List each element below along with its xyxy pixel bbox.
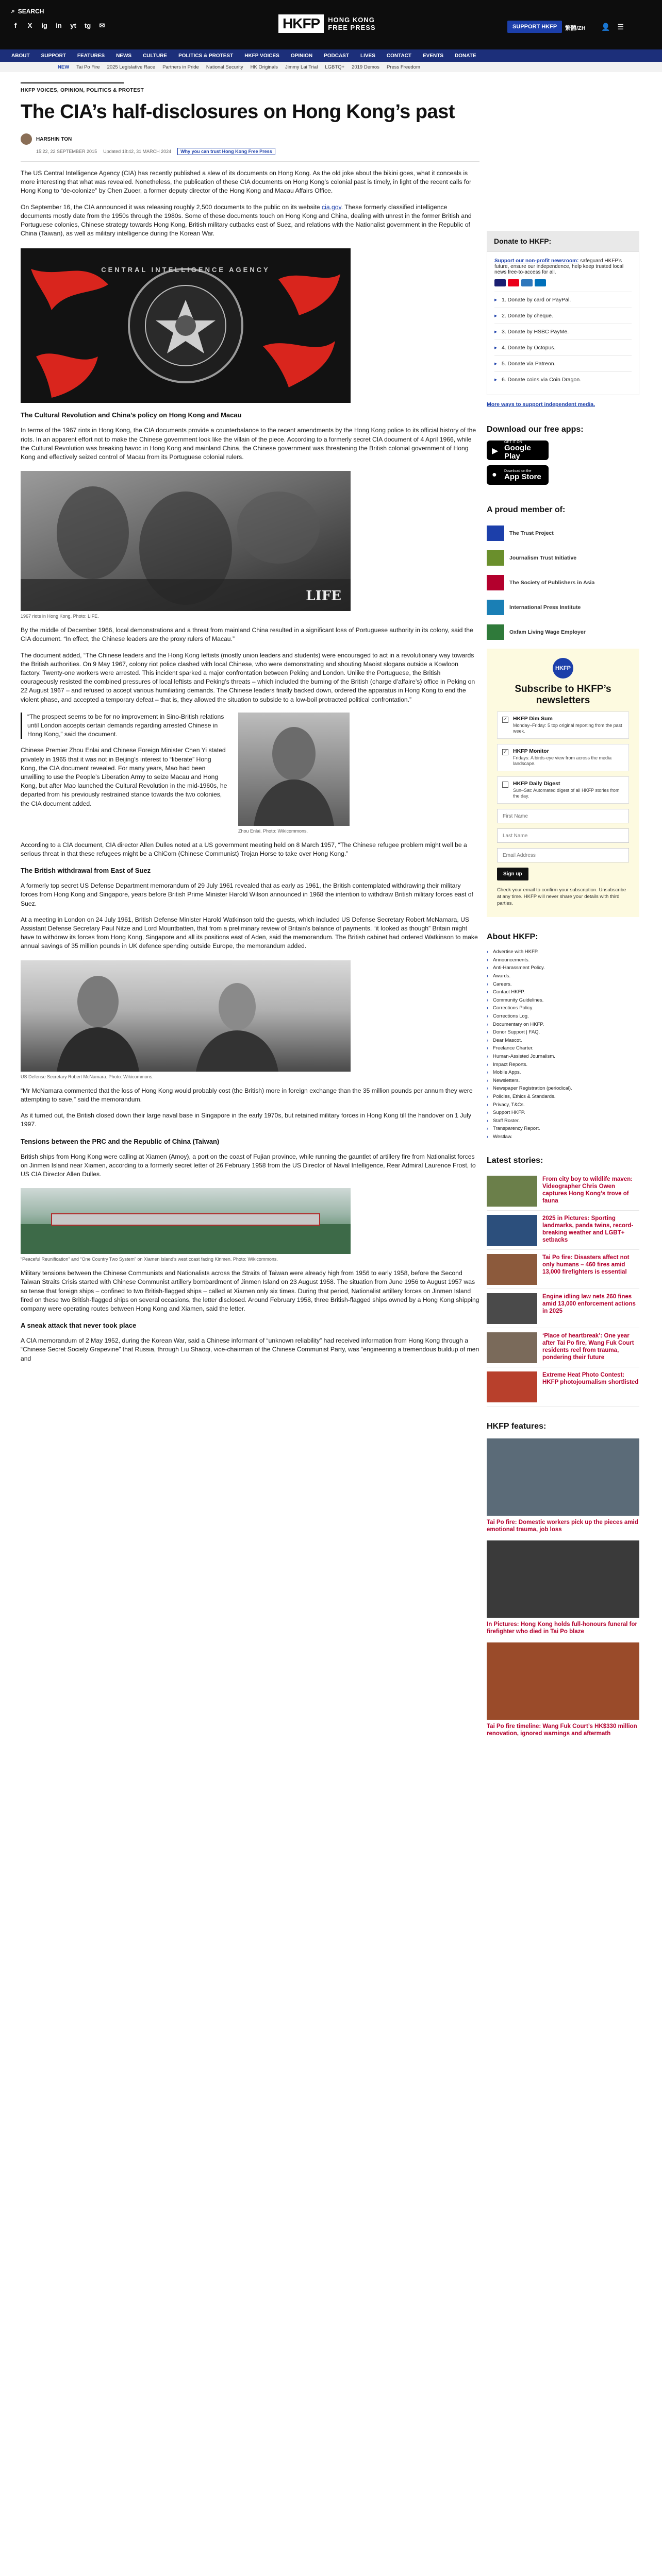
about-link[interactable]: › Dear Mascot. [487, 1037, 639, 1045]
category-rule [21, 82, 124, 83]
trending-link[interactable]: Jimmy Lai Trial [285, 64, 318, 70]
paragraph [21, 203, 479, 239]
article-meta [21, 148, 479, 155]
pull-quote: “The prospect seems to be for no improvement in Sino-British relations until London accepts certain demands regarding arrested Chinese in Hong Kong,” said the document. [21, 713, 229, 739]
newsletter-checkbox[interactable]: ✓ [503, 749, 508, 755]
newsletter-note: Check your email to confirm your subscription. Unsubscribe at any time. HKFP will never share your details with third parties. [497, 887, 626, 906]
donate-options [494, 292, 632, 387]
logo-wordmark [328, 16, 375, 31]
about-link[interactable]: › Community Guidelines. [487, 996, 639, 1005]
member-name: Oxfam Living Wage Employer [509, 629, 586, 635]
member-mark-icon [487, 550, 504, 566]
article [21, 82, 479, 1363]
donate-option-link[interactable]: ▸ 2. Donate by cheque. [494, 308, 632, 324]
author-name[interactable]: HARSHIN TON [36, 136, 72, 142]
story-thumbnail[interactable] [487, 1293, 537, 1324]
newsletter-logo: HKFP [553, 658, 573, 679]
mail-icon[interactable]: ✉ [99, 22, 105, 29]
about-link[interactable]: › Support HKFP. [487, 1109, 639, 1117]
riot-photo [21, 471, 351, 611]
language-switch[interactable]: 繁體/ZH [565, 25, 586, 31]
about-link[interactable]: › Donor Support | FAQ. [487, 1028, 639, 1037]
instagram-icon[interactable]: ig [41, 22, 47, 29]
member-logo[interactable] [487, 546, 639, 570]
story-thumbnail[interactable] [487, 1371, 537, 1402]
nav-item[interactable]: CONTACT [386, 53, 412, 59]
nav-item[interactable]: SUPPORT [41, 53, 66, 59]
x-icon[interactable]: X [27, 22, 32, 29]
site-header [0, 0, 662, 49]
member-name: Journalism Trust Initiative [509, 555, 577, 561]
facebook-icon[interactable]: f [14, 22, 17, 29]
menu-icon[interactable]: ☰ [617, 23, 624, 31]
about-link[interactable]: › Documentary on HKFP. [487, 1020, 639, 1028]
apple-small-text: Download on the [504, 469, 532, 473]
cia-seal-image [21, 248, 351, 403]
google-big-text: Google Play [504, 443, 531, 461]
story-title[interactable]: Engine idling law nets 260 fines amid 13,000 enforcement actions in 2025 [542, 1294, 636, 1315]
sidebar [487, 231, 639, 1737]
last-name-input[interactable] [497, 828, 629, 843]
section-heading: The Cultural Revolution and China’s policy on Hong Kong and Macau [21, 411, 242, 419]
newsletter-title: Subscribe to HKFP’s newsletters [515, 684, 611, 706]
trending-link[interactable]: National Security [206, 64, 243, 70]
about-link[interactable]: › Newsletters. [487, 1077, 639, 1085]
trending-link[interactable]: 2019 Demos [352, 64, 379, 70]
story-thumbnail[interactable] [487, 1332, 537, 1363]
members-section [487, 505, 639, 645]
newsletter-checkbox[interactable]: ✓ [503, 717, 508, 722]
donate-intro-link[interactable]: Support our non-profit newsroom: [494, 258, 579, 264]
member-mark-icon [487, 575, 504, 590]
zhou-enlai-photo [238, 713, 350, 826]
member-logo[interactable] [487, 521, 639, 546]
site-logo[interactable] [278, 14, 376, 33]
email-input[interactable] [497, 848, 629, 862]
zhou-figure [238, 713, 350, 834]
google-play-button[interactable] [487, 440, 549, 460]
member-logo[interactable] [487, 620, 639, 645]
nav-item[interactable]: LIVES [360, 53, 375, 59]
newsletter-name: HKFP Daily Digest [513, 781, 560, 787]
nav-item[interactable]: HKFP VOICES [244, 53, 279, 59]
feature-image[interactable] [487, 1540, 639, 1618]
nav-item[interactable]: EVENTS [423, 53, 444, 59]
nav-item[interactable]: NEWS [116, 53, 132, 59]
about-link[interactable]: › Impact Reports. [487, 1060, 639, 1069]
main-nav [0, 49, 662, 62]
paragraph-text: On September 16, the CIA announced it was releasing roughly 2,500 documents to the public on its website [21, 203, 320, 211]
about-link[interactable]: › Mobile Apps. [487, 1069, 639, 1077]
member-name: International Press Institute [509, 604, 581, 611]
about-link[interactable]: › Westlaw. [487, 1133, 639, 1141]
user-icon[interactable]: 👤 [601, 23, 610, 31]
story-title[interactable]: From city boy to wildlife maven: Videographer Chris Owen captures Hong Kong’s trove of fauna [542, 1176, 633, 1205]
about-links [487, 948, 639, 1141]
section-heading: Tensions between the PRC and the Republic of China (Taiwan) [21, 1137, 220, 1145]
telegram-icon[interactable]: tg [84, 22, 91, 29]
story-title[interactable]: 2025 in Pictures: Sporting landmarks, panda twins, record-breaking weather and LGBT+ setbacks [542, 1215, 634, 1244]
about-link[interactable]: › Announcements. [487, 956, 639, 964]
about-link[interactable]: › Corrections Policy. [487, 1004, 639, 1012]
apps-section [487, 425, 639, 485]
member-name: The Trust Project [509, 530, 554, 536]
latest-story[interactable] [487, 1367, 639, 1406]
author-avatar [21, 133, 32, 145]
support-hkfp-button[interactable]: SUPPORT HKFP [507, 21, 562, 33]
payment-card-icon [508, 279, 519, 286]
newsletter-option[interactable] [497, 711, 629, 739]
zhou-text-column [21, 713, 229, 808]
paragraph: British ships from Hong Kong were calling at Xiamen (Amoy), a port on the coast of Fujian province, while running the gauntlet of artillery fire from Nationalist forces on Jinmen Island near Xiamen, according to a formerly secret letter of 26 February 1958 from the US Director of Naval Intelligence, Rear Admiral Laurence Frost, to US CIA Director Allen Dulles. [21, 1153, 476, 1178]
donate-option-link[interactable]: ▸ 4. Donate by Octopus. [494, 340, 632, 355]
donate-intro [494, 258, 632, 275]
newsletter-box [487, 649, 639, 917]
nav-item[interactable]: OPINION [290, 53, 313, 59]
paragraph: A CIA memorandum of 2 May 1952, during the Korean War, said a Chinese informant of “unknown reliability” had received information from Hong Kong through a “Chinese Secret Society Grapevine” that Russia, through Liu Shaoqi, vice-chairman of the Chinese Communist Party, was “engineering a tremendous buildup of men and [21, 1337, 479, 1362]
article-title: The CIA’s half-disclosures on Hong Kong’s past [21, 101, 455, 123]
life-watermark: LIFE [306, 588, 341, 604]
apple-icon: ● [492, 470, 497, 479]
image-caption: Zhou Enlai. Photo: Wikicommons. [238, 828, 308, 834]
logo-line-2: FREE PRESS [328, 24, 376, 31]
new-badge: NEW [58, 64, 70, 70]
newsletter-desc: Fridays: A birds-eye view from across the media landscape. [513, 755, 612, 766]
mcnamara-photo [21, 960, 351, 1072]
paragraph: Chinese Premier Zhou Enlai and Chinese Foreign Minister Chen Yi stated privately in 1965 that it was not in Beijing’s interest to “liberate” Hong Kong, the CIA document revealed. For many years, Mao had been unwilling to use the People’s Liberation Army to seize Macau and Hong Kong, but after Mao launched the Cultural Revolution in the mid-1960s, he departed from his previously restrained stance towards the two colonies, the CIA document added. [21, 747, 227, 807]
apple-big-text: App Store [504, 472, 541, 481]
image-caption: 1967 riots in Hong Kong. Photo: LIFE. [21, 614, 99, 619]
payment-cards [494, 279, 632, 286]
story-title[interactable]: ‘Place of heartbreak’: One year after Tai Po fire, Wang Fuk Court residents reel from trauma, pondering their future [542, 1333, 634, 1361]
nav-item[interactable]: PODCAST [324, 53, 349, 59]
payment-card-icon [535, 279, 546, 286]
paragraph: Military tensions between the Chinese Communists and Nationalists across the Straits of Taiwan were already high from 1956 to early 1958, before the Second Taiwan Straits Crisis started with Chinese Communist artillery bombardment of Jinmen Island on 23 August 1958. The situation from June 1956 to August 1957 was so tense that foreign ships – confined to two British-flagged ships – called at Xiamen only six times. During that period, Nationalist artillery forces on Jinmen Island fired on these two British-flagged ships on several occasions, the letter disclosed. Around February 1958, three British-flagged ships owned by a Hong Kong shipping company were operating routes between Hong Kong and Xiamen, said the letter. [21, 1269, 479, 1312]
donate-option-link[interactable]: ▸ 6. Donate coins via Coin Dragon. [494, 371, 632, 387]
paragraph: As it turned out, the British closed down their large naval base in Singapore in the early 1970s, but retained military forces in Hong Kong till the handover on 1 July 1997. [21, 1112, 471, 1128]
payment-card-icon [494, 279, 506, 286]
donate-option-link[interactable]: ▸ 3. Donate by HSBC PayMe. [494, 324, 632, 340]
play-icon: ▶ [492, 447, 499, 455]
updated-date: Updated 18:42, 31 MARCH 2024 [103, 149, 172, 154]
feature-stories [487, 1438, 639, 1737]
about-link[interactable]: › Human-Assisted Journalism. [487, 1053, 639, 1061]
zhou-photo-graphic [238, 713, 350, 826]
about-link[interactable]: › Transparency Report. [487, 1125, 639, 1133]
zhou-section [21, 713, 479, 834]
newsletter-checkbox[interactable] [502, 782, 508, 788]
feature-title[interactable]: Tai Po fire: Domestic workers pick up the pieces amid emotional trauma, job loss [487, 1519, 638, 1533]
member-list [487, 521, 639, 645]
paragraph: In terms of the 1967 riots in Hong Kong, the CIA documents provide a counterbalance to the recent amendments by the Hong Kong police to its official history of the riots. In an apparent effort not to make the Chinese government look like the villain of the piece. According to a formerly secret CIA document of 4 April 1966, while the Cultural Revolution was breaking havoc in Hong Kong and mainland China, the Chinese government was threatening the British colonial government of Hong Kong and effectively seized control of Macau from its Portuguese colonial rulers. [21, 427, 476, 461]
about-heading: About HKFP: [487, 933, 538, 941]
story-thumbnail[interactable] [487, 1215, 537, 1246]
about-link[interactable]: › Staff Roster. [487, 1116, 639, 1125]
features-heading: HKFP features: [487, 1422, 547, 1431]
trust-link[interactable]: Why you can trust Hong Kong Free Press [177, 148, 275, 155]
search-button[interactable] [11, 7, 44, 15]
kinmen-photo [21, 1188, 351, 1254]
member-mark-icon [487, 624, 504, 640]
nav-item[interactable]: FEATURES [77, 53, 105, 59]
paragraph-text: . These formerly classified intelligence documents mostly date from the 1950s through the 1980s. Some of these documents touch on Hong Kong and China, dealing with unrest in the former British and Portuguese colonies, Chinese strategy towards Hong Kong, British military cutbacks east of Suez, and relations with the Nationalist government in the Republic of China (Taiwan), as well as military intelligence during the Korean War. [21, 203, 472, 238]
meta-divider [21, 161, 479, 162]
kinmen-photo-graphic [21, 1188, 351, 1254]
member-name: The Society of Publishers in Asia [509, 580, 595, 586]
trending-link[interactable]: Partners in Pride [162, 64, 199, 70]
byline [21, 133, 479, 145]
paragraph: At a meeting in London on 24 July 1961, British Defense Minister Harold Watkinson told the guests, which included US Defense Secretary Robert McNamara, US Assistant Defense Secretary Paul Nitze and Lord Mountbatten, that from a preliminary review of Britain’s balance of payments, “it looked as though” Britain might have to withdraw its forces from Hong Kong, Singapore and all its positions east of Aden, said the memorandum. The British cabinet had ordered Watkinson to make annual savings of 35 million pounds in UK defence spending outside Europe, the memorandum added. [21, 916, 478, 950]
story-thumbnail[interactable] [487, 1176, 537, 1207]
about-link[interactable]: › Contact HKFP. [487, 988, 639, 996]
published-date: 15:22, 22 SEPTEMBER 2015 [36, 149, 97, 154]
latest-story[interactable] [487, 1250, 639, 1289]
latest-story[interactable] [487, 1211, 639, 1250]
search-label: SEARCH [18, 7, 44, 15]
app-store-button[interactable] [487, 465, 549, 485]
cia-seal-text: CENTRAL INTELLIGENCE AGENCY [101, 266, 270, 274]
trending-link[interactable]: Tai Po Fire [76, 64, 100, 70]
payment-card-icon [521, 279, 533, 286]
donate-heading: Donate to HKFP: [487, 231, 639, 251]
signup-button[interactable]: Sign up [497, 868, 528, 880]
image-caption: US Defense Secretary Robert McNamara. Photo: Wikicommons. [21, 1074, 154, 1079]
nav-item[interactable]: CULTURE [143, 53, 168, 59]
feature-story[interactable] [487, 1540, 639, 1635]
trending-bar [0, 62, 662, 72]
social-links [11, 22, 106, 30]
paragraph: The document added, “The Chinese leaders and the Hong Kong leftists (mostly union leaders and students) were encouraged to act in a revolutionary way towards the British authorities. On 9 May 1967, colony riot police clashed with local Chinese, who were demonstrating and shouting Maoist slogans outside a Kowloon factory. Twenty-one workers were arrested. This incident sparked a major confrontation between Peking and London. Unlike the Portuguese, the British courageously resisted the combined pressures of local leftists and Peking’s threats – which included the burning of the British (charge d’affaire’s) office in Peking on 22 August 1967 – and refused to accept various humiliating demands. The Chinese leaders finally backed down, ordered the apparatus in Hong Kong to end the violent phase, and accepted a temporary defeat – that is, they allowed the situation to subside to a low-boil protracted political confrontation.” [21, 651, 475, 703]
riot-photo-graphic [21, 471, 351, 611]
donate-option-link[interactable]: ▸ 1. Donate by card or PayPal. [494, 292, 632, 308]
linkedin-icon[interactable]: in [56, 22, 62, 29]
nav-item[interactable]: ABOUT [11, 53, 30, 59]
newsletter-option[interactable] [497, 744, 629, 771]
members-heading: A proud member of: [487, 505, 566, 514]
latest-heading: Latest stories: [487, 1156, 543, 1165]
story-thumbnail[interactable] [487, 1254, 537, 1285]
header-icons [601, 23, 624, 31]
story-title[interactable]: Extreme Heat Photo Contest: HKFP photojournalism shortlisted [542, 1372, 639, 1386]
image-caption: “Peaceful Reunification” and “One Country Two System” on Xiamen Island’s west coast facing Kinmen. Photo: Wikicommons. [21, 1257, 278, 1262]
latest-stories [487, 1172, 639, 1406]
first-name-input[interactable] [497, 809, 629, 823]
paragraph: “Mr McNamara commented that the loss of Hong Kong would probably cost (the British) more in foreign exchange than the 35 million pounds per annum they were attempting to save,” said the memorandum. [21, 1087, 473, 1103]
about-link[interactable]: › Advertise with HKFP. [487, 948, 639, 956]
feature-image[interactable] [487, 1642, 639, 1720]
nav-item[interactable]: POLITICS & PROTEST [178, 53, 234, 59]
feature-story[interactable] [487, 1642, 639, 1737]
features-section [487, 1422, 639, 1737]
trending-link[interactable]: Press Freedom [386, 64, 420, 70]
youtube-icon[interactable]: yt [70, 22, 76, 29]
mcnamara-photo-graphic [21, 960, 351, 1072]
member-mark-icon [487, 526, 504, 541]
latest-story[interactable] [487, 1289, 639, 1328]
about-link[interactable]: › Awards. [487, 972, 639, 980]
trending-link[interactable]: 2025 Legislative Race [107, 64, 156, 70]
about-link[interactable]: › Newspaper Registration (periodical). [487, 1084, 639, 1093]
newsletter-option[interactable] [497, 776, 629, 804]
latest-story[interactable] [487, 1172, 639, 1211]
about-link[interactable]: › Corrections Log. [487, 1012, 639, 1021]
about-link[interactable]: › Privacy, T&Cs. [487, 1100, 639, 1109]
google-small-text: GET IT ON [504, 440, 522, 444]
article-category[interactable]: HKFP VOICES, OPINION, POLITICS & PROTEST [21, 88, 144, 93]
latest-story[interactable] [487, 1328, 639, 1367]
apps-heading: Download our free apps: [487, 425, 584, 434]
latest-section [487, 1156, 639, 1406]
donate-box [487, 251, 639, 395]
about-link[interactable]: › Careers. [487, 980, 639, 988]
story-title[interactable]: Tai Po fire: Disasters affect not only humans – 460 fires amid 13,000 firefighters is essential [542, 1255, 630, 1276]
logo-line-1: HONG KONG [328, 16, 375, 24]
feature-story[interactable] [487, 1438, 639, 1533]
donate-option-link[interactable]: ▸ 5. Donate via Patreon. [494, 355, 632, 371]
newsletter-options [497, 711, 629, 804]
trending-items [76, 64, 420, 70]
paragraph: By the middle of December 1966, local demonstrations and a threat from mainland China resulted in a significant loss of Portuguese authority in its colony, said the CIA document. “In effect, the Chinese leaders are the proxy rulers of Macau.” [21, 626, 473, 643]
member-logo[interactable] [487, 570, 639, 595]
newsletter-name: HKFP Dim Sum [513, 716, 553, 722]
feature-image[interactable] [487, 1438, 639, 1516]
member-mark-icon [487, 600, 504, 615]
more-ways-link[interactable]: More ways to support independent media. [487, 401, 595, 408]
trending-link[interactable]: LGBTQ+ [325, 64, 345, 70]
about-link[interactable]: › Policies, Ethics & Standards. [487, 1093, 639, 1101]
about-link[interactable]: › Freelance Charter. [487, 1044, 639, 1053]
newsletter-desc: Monday–Friday: 5 top original reporting from the past week. [513, 723, 622, 734]
paragraph: According to a CIA document, CIA director Allen Dulles noted at a US government meeting held on 8 March 1957, “The Chinese refugee problem might well be a serious threat in that these refugees might be a ChiCom (Chinese Communist) Trojan Horse to take over Hong Kong.” [21, 841, 467, 858]
donate-intro-text: safeguard HKFP’s future, ensure our independence, help keep trusted local news free-to-access for all. [494, 258, 624, 275]
feature-title[interactable]: Tai Po fire timeline: Wang Fuk Court’s HK$330 million renovation, ignored warnings and aftermath [487, 1723, 637, 1737]
paragraph: The US Central Intelligence Agency (CIA) has recently published a slew of its documents on Hong Kong. As the old joke about the bikini goes, what it conceals is more interesting that what was revealed. Nonetheless, the publication of these CIA documents on Hong Kong’s colonial past is timely, in light of the recent calls for Hong Kong to “de-colonize” by Chen Zuoer, a former deputy director of the Hong Kong and Macau Affairs Office. [21, 170, 472, 195]
trending-link[interactable]: HK Originals [250, 64, 278, 70]
nav-item[interactable]: DONATE [455, 53, 476, 59]
newsletter-name: HKFP Monitor [513, 748, 549, 754]
about-section [487, 933, 639, 1141]
search-icon: ⌕ [11, 7, 15, 14]
newsletter-desc: Sun–Sat: Automated digest of all HKFP stories from the day. [513, 788, 620, 799]
feature-title[interactable]: In Pictures: Hong Kong holds full-honours funeral for firefighter who died in Tai Po blaze [487, 1621, 637, 1635]
member-logo[interactable] [487, 595, 639, 620]
about-link[interactable]: › Anti-Harassment Policy. [487, 964, 639, 972]
logo-mark: HKFP [278, 14, 324, 33]
paragraph: A formerly top secret US Defense Department memorandum of 29 July 1961 revealed that as early as 1961, the British contemplated withdrawing their military forces from Hong Kong and Singapore, years before British Prime Minister Harold Wilson announced in 1968 the intention to withdraw British military forces east of Suez. [21, 882, 473, 907]
section-heading: The British withdrawal from East of Suez [21, 867, 151, 875]
cia-website-link[interactable]: cia.gov [322, 203, 341, 211]
section-heading: A sneak attack that never took place [21, 1321, 137, 1330]
